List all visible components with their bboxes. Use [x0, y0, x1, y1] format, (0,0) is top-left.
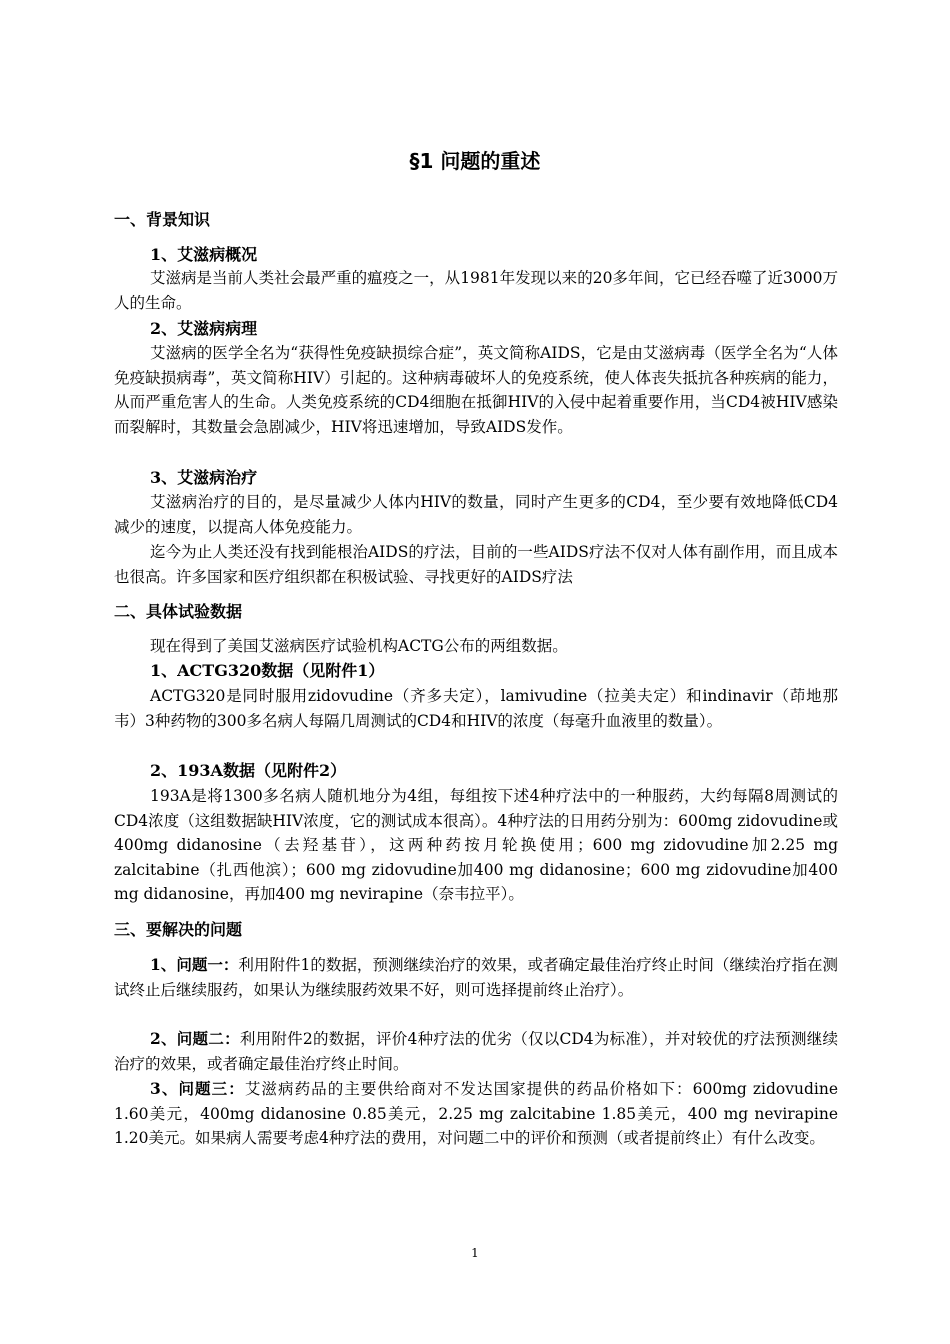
section-heading-data: 二、具体试验数据 [114, 602, 243, 621]
paragraph-overview: 艾滋病是当前人类社会最严重的瘟疫之一，从1981年发现以来的20多年间，它已经吞噬了近3000万人的生命。 [114, 269, 838, 312]
problem-two [114, 1027, 838, 1076]
page-number: 1 [471, 1246, 479, 1260]
paragraph-actg320: ACTG320是同时服用zidovudine（齐多夫定），lamivudine（拉美夫定）和indinavir（茚地那韦）3种药物的300多名病人每隔几周测试的CD4和HIV的浓度（每毫升血液里的数量）。 [114, 687, 838, 730]
paragraph-193a: 193A是将1300多名病人随机地分为4组，每组按下述4种疗法中的一种服药，大约每隔8周测试的CD4浓度（这组数据缺HIV浓度，它的测试成本很高）。4种疗法的日用药分别为：600mg zidovudine或400mg didanosine（去羟基苷），这两种药按月轮换使用；600 mg zidovudine加2.25 mg zalcitabine（扎西他滨）；600 mg zidovudine加400 mg didanosine；600 mg zidovudine加400 mg didanosine，再加400 mg nevirapine（奈韦拉平）。 [114, 787, 838, 904]
problem-two-text: 利用附件2的数据，评价4种疗法的优劣（仅以CD4为标准），并对较优的疗法预测继续治疗的效果，或者确定最佳治疗终止时间。 [114, 1030, 839, 1073]
subheading-treatment: 3、艾滋病治疗 [150, 468, 258, 487]
subheading-pathology: 2、艾滋病病理 [150, 319, 258, 338]
paragraph-treatment-goal: 艾滋病治疗的目的，是尽量减少人体内HIV的数量，同时产生更多的CD4，至少要有效地降低CD4减少的速度，以提高人体免疫能力。 [114, 493, 838, 536]
paragraph-data-intro: 现在得到了美国艾滋病医疗试验机构ACTG公布的两组数据。 [150, 637, 568, 655]
problem-three-label: 3、问题三： [150, 1079, 245, 1098]
subheading-overview: 1、艾滋病概况 [150, 245, 258, 264]
subheading-193a: 2、193A数据（见附件2） [150, 761, 347, 780]
problem-one-text: 利用附件1的数据，预测继续治疗的效果，或者确定最佳治疗终止时间（继续治疗指在测试终止后继续服药，如果认为继续服药效果不好，则可选择提前终止治疗）。 [114, 956, 838, 999]
section-heading-problems: 三、要解决的问题 [114, 920, 243, 939]
problem-one-label: 1、问题一： [150, 955, 239, 974]
subheading-actg320: 1、ACTG320数据（见附件1） [150, 661, 385, 680]
page-title: §1 问题的重述 [409, 149, 541, 173]
problem-one [114, 953, 838, 1002]
problem-two-label: 2、问题二： [150, 1029, 240, 1048]
paragraph-treatment-status: 迄今为止人类还没有找到能根治AIDS的疗法，目前的一些AIDS疗法不仅对人体有副作用，而且成本也很高。许多国家和医疗组织都在积极试验、寻找更好的AIDS疗法 [114, 543, 838, 586]
problem-three-text: 艾滋病药品的主要供给商对不发达国家提供的药品价格如下：600mg zidovudine 1.60美元，400mg didanosine 0.85美元，2.25 mg zalcitabine 1.85美元，400 mg nevirapine 1.20美元。如果病人需要考虑4种疗法的费用，对问题二中的评价和预测（或者提前终止）有什么改变。 [114, 1080, 838, 1148]
problem-three [114, 1077, 838, 1151]
section-heading-background: 一、背景知识 [114, 210, 211, 229]
paragraph-pathology: 艾滋病的医学全名为“获得性免疫缺损综合症”，英文简称AIDS，它是由艾滋病毒（医学全名为“人体免疫缺损病毒”，英文简称HIV）引起的。这种病毒破坏人的免疫系统，使人体丧失抵抗各种疾病的能力，从而严重危害人的生命。人类免疫系统的CD4细胞在抵御HIV的入侵中起着重要作用，当CD4被HIV感染而裂解时，其数量会急剧减少，HIV将迅速增加，导致AIDS发作。 [114, 344, 838, 436]
